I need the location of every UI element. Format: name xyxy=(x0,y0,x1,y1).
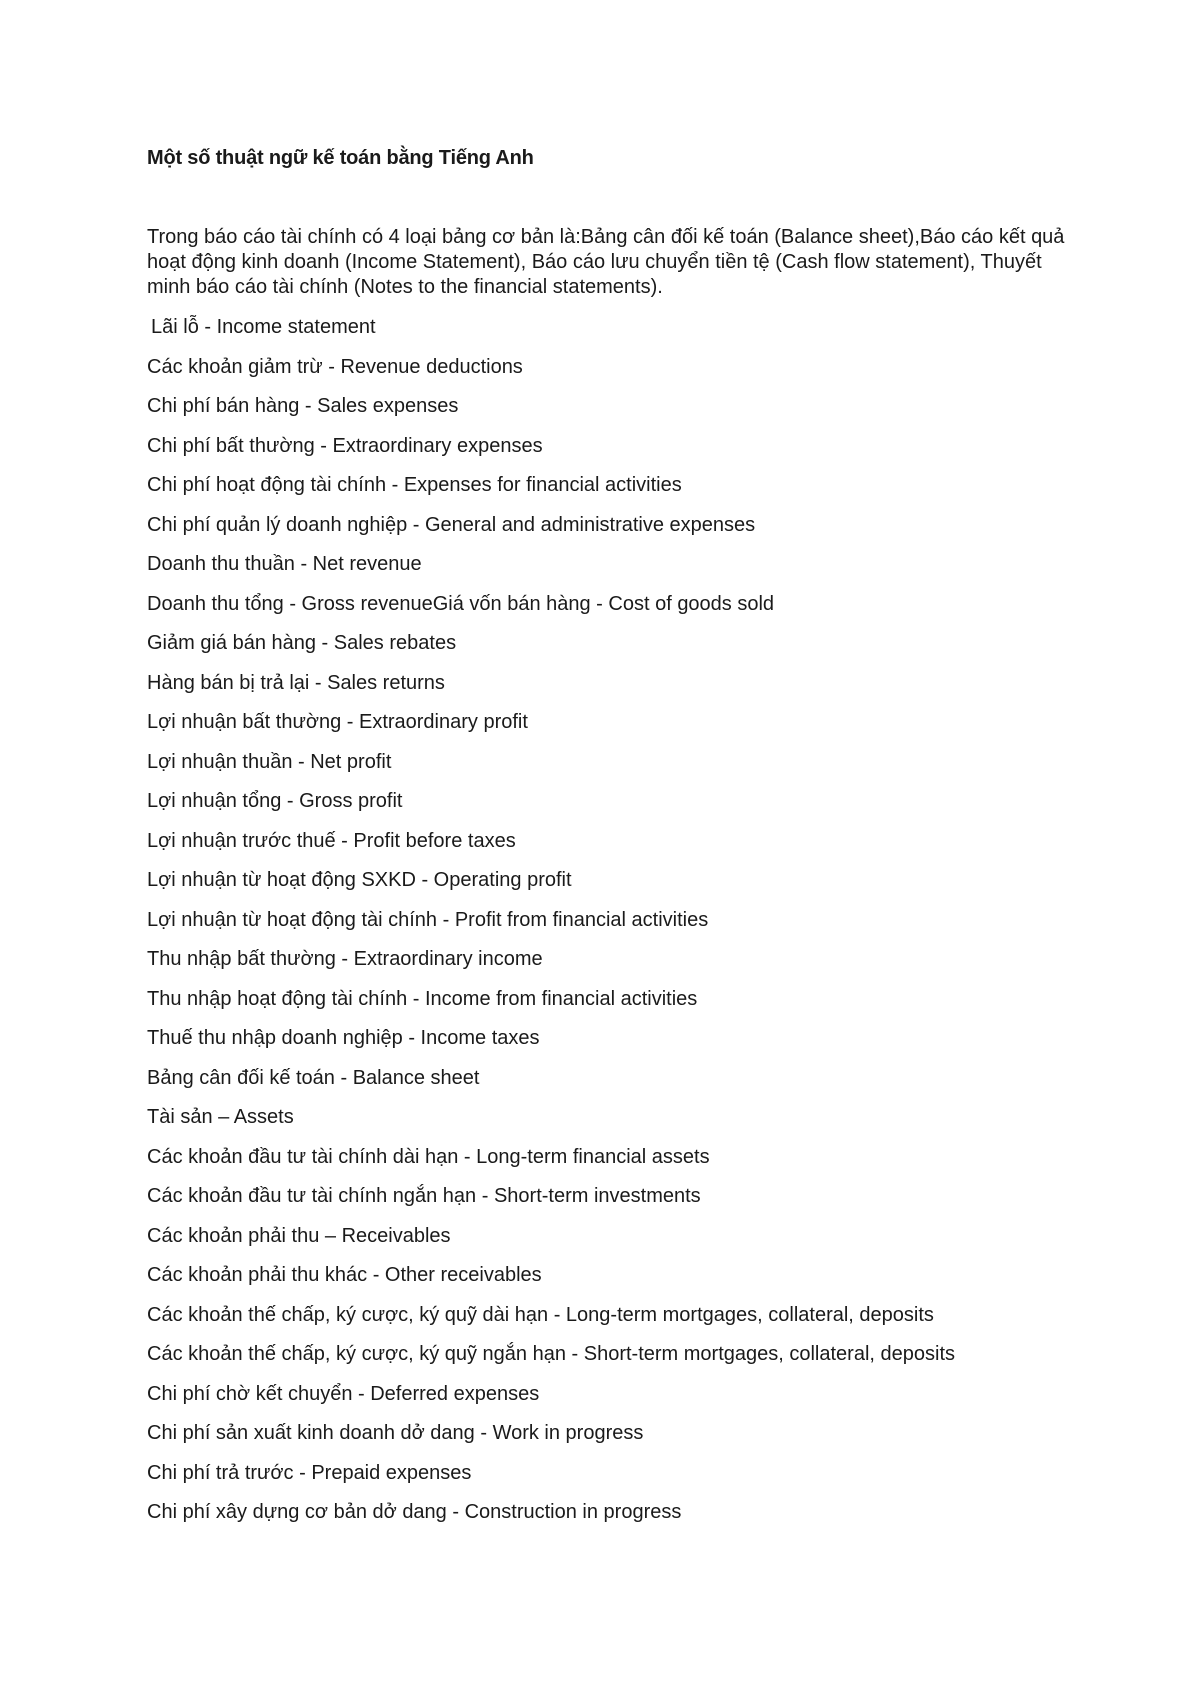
term-item: Chi phí chờ kết chuyển - Deferred expenses xyxy=(147,1382,540,1405)
term-item: Các khoản đầu tư tài chính ngắn hạn - Short-term investments xyxy=(147,1185,701,1207)
term-item: Lợi nhuận thuần - Net profit xyxy=(147,750,392,773)
term-item: Chi phí bán hàng - Sales expenses xyxy=(147,395,459,417)
term-item: Các khoản thế chấp, ký cược, ký quỹ ngắn hạn - Short-term mortgages, collateral, deposits xyxy=(147,1343,956,1365)
term-item: Lợi nhuận từ hoạt động SXKD - Operating profit xyxy=(147,869,572,891)
term-item: Giảm giá bán hàng - Sales rebates xyxy=(147,632,457,654)
term-item: Các khoản thế chấp, ký cược, ký quỹ dài hạn - Long-term mortgages, collateral, deposits xyxy=(147,1303,934,1326)
term-item: Thuế thu nhập doanh nghiệp - Income taxes xyxy=(147,1027,540,1049)
term-item: Các khoản đầu tư tài chính dài hạn - Long-term financial assets xyxy=(147,1145,710,1168)
term-item: Các khoản giảm trừ - Revenue deductions xyxy=(147,355,523,378)
term-item: Tài sản – Assets xyxy=(147,1106,294,1128)
term-item: Thu nhập bất thường - Extraordinary income xyxy=(147,948,543,970)
term-item: Lãi lỗ - Income statement xyxy=(151,316,376,338)
document-title: Một số thuật ngữ kế toán bằng Tiếng Anh xyxy=(147,147,534,169)
term-item: Các khoản phải thu – Receivables xyxy=(147,1224,451,1247)
term-item: Lợi nhuận bất thường - Extraordinary profit xyxy=(147,711,528,733)
term-list xyxy=(147,314,955,1539)
term-item: Doanh thu tổng - Gross revenueGiá vốn bán hàng - Cost of goods sold xyxy=(147,592,775,615)
term-item: Lợi nhuận trước thuế - Profit before taxes xyxy=(147,829,516,852)
intro-paragraph: Trong báo cáo tài chính có 4 loại bảng cơ bản là:Bảng cân đối kế toán (Balance sheet),Báo cáo kết quả hoạt động kinh doanh (Income Statement), Báo cáo lưu chuyển tiền tệ (Cash flow statement), Thuyết minh báo cáo tài chính (Notes to the financial statements). xyxy=(147,226,1065,298)
term-item: Hàng bán bị trả lại - Sales returns xyxy=(147,671,445,694)
term-item: Chi phí xây dựng cơ bản dở dang - Construction in progress xyxy=(147,1501,682,1523)
term-item: Bảng cân đối kế toán - Balance sheet xyxy=(147,1066,480,1089)
term-item: Lợi nhuận tổng - Gross profit xyxy=(147,790,403,812)
term-item: Lợi nhuận từ hoạt động tài chính - Profit from financial activities xyxy=(147,908,709,931)
term-item: Chi phí trả trước - Prepaid expenses xyxy=(147,1461,472,1484)
term-item: Doanh thu thuần - Net revenue xyxy=(147,553,422,575)
term-item: Chi phí bất thường - Extraordinary expenses xyxy=(147,434,543,457)
term-item: Các khoản phải thu khác - Other receivables xyxy=(147,1264,542,1286)
term-item: Thu nhập hoạt động tài chính - Income from financial activities xyxy=(147,987,698,1010)
term-item: Chi phí hoạt động tài chính - Expenses for financial activities xyxy=(147,474,682,496)
term-item: Chi phí sản xuất kinh doanh dở dang - Work in progress xyxy=(147,1422,644,1444)
term-item: Chi phí quản lý doanh nghiệp - General and administrative expenses xyxy=(147,513,756,536)
